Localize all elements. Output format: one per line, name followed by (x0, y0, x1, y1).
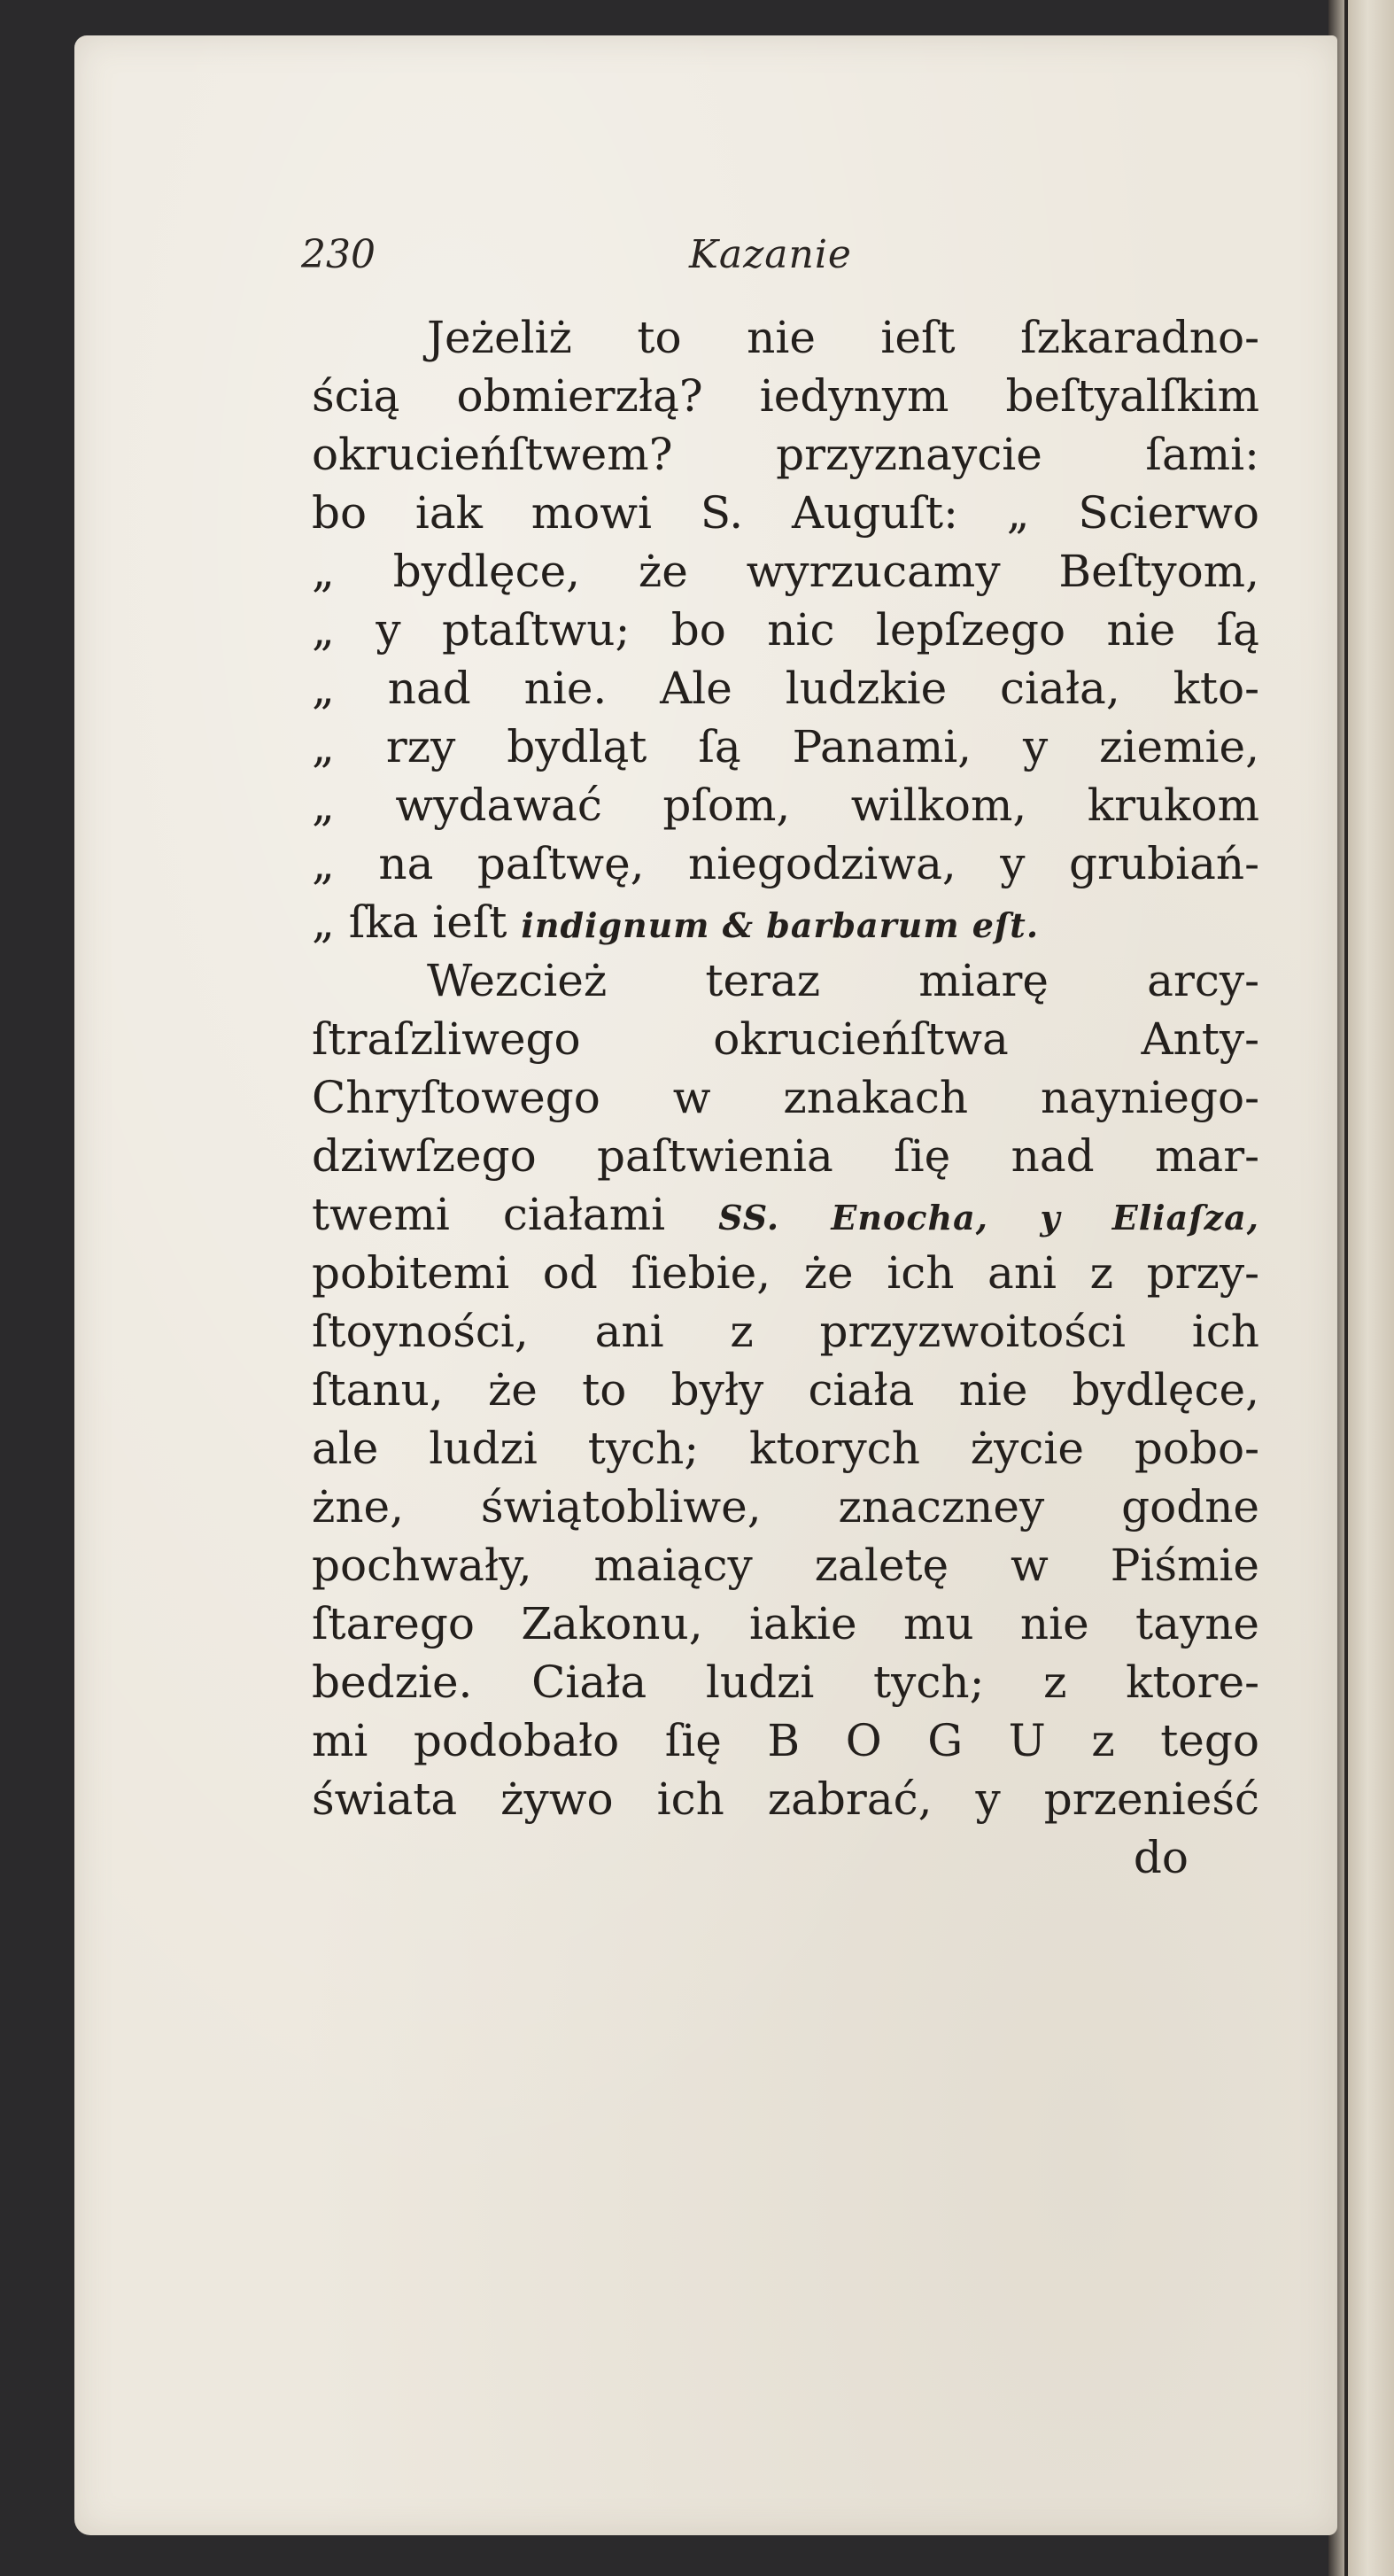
text-line: pochwały, maiący zaletę w Piśmie (312, 1540, 1259, 1591)
text-line: ſtarego Zakonu, iakie mu nie tayne (312, 1598, 1259, 1649)
text-line (312, 1185, 1259, 1244)
adjacent-page-edge (1328, 0, 1394, 2576)
text-line: „ wydawać pſom, wilkom, krukom (312, 780, 1259, 831)
text-line: „ na paſtwę, niegodziwa, y grubiań- (312, 838, 1259, 889)
text-line: Wezcież teraz miarę arcy- (427, 955, 1259, 1006)
page-number: 230 (301, 232, 376, 277)
latin-names: SS. Enocha, y Eliaſza, (718, 1198, 1259, 1238)
text-fragment: twemi ciałami (312, 1189, 666, 1240)
text-line: „ y ptaſtwu; bo nic lepſzego nie ſą (312, 604, 1259, 656)
text-line: ſtraſzliwego okrucieńſtwa Anty- (312, 1013, 1259, 1065)
text-line: ale ludzi tych; ktorych życie pobo- (312, 1423, 1259, 1474)
text-line: „ bydlęce, że wyrzucamy Beſtyom, (312, 546, 1259, 597)
text-line: „ rzy bydląt ſą Panami, y ziemie, (312, 721, 1259, 772)
text-line: bo iak mowi S. Auguſt: „ Scierwo (312, 487, 1259, 539)
text-line: ſtanu, że to były ciała nie bydlęce, (312, 1364, 1259, 1416)
text-line: okrucieńſtwem? przyznaycie ſami: (312, 429, 1259, 480)
latin-quote: indignum & barbarum eſt. (521, 905, 1040, 945)
text-line: bedzie. Ciała ludzi tych; z ktore- (312, 1657, 1259, 1708)
text-line: pobitemi od ſiebie, że ich ani z przy- (312, 1247, 1259, 1299)
text-line: mi podobało ſię B O G U z tego (312, 1715, 1259, 1766)
text-line: żne, świątobliwe, znaczney godne (312, 1481, 1259, 1532)
text-line: świata żywo ich zabrać, y przenieść (312, 1773, 1259, 1825)
text-line: ſtoyności, ani z przyzwoitości ich (312, 1306, 1259, 1357)
text-line: Jeżeliż to nie ieſt ſzkaradno- (427, 312, 1259, 363)
page-gutter-shadow (1344, 0, 1348, 2576)
running-head-title: Kazanie (689, 232, 852, 277)
text-line: „ nad nie. Ale ludzkie ciała, kto- (312, 663, 1259, 714)
text-line: dziwſzego paſtwienia ſię nad mar- (312, 1130, 1259, 1182)
text-fragment: „ ſka ieſt (312, 896, 507, 948)
text-line: Chryſtowego w znakach nayniego- (312, 1072, 1259, 1123)
text-line: ścią obmierzłą? iedynym beſtyalſkim (312, 370, 1259, 422)
text-line (312, 893, 1259, 951)
catchword: do (1133, 1832, 1189, 1883)
sermon-text (312, 308, 1259, 1887)
